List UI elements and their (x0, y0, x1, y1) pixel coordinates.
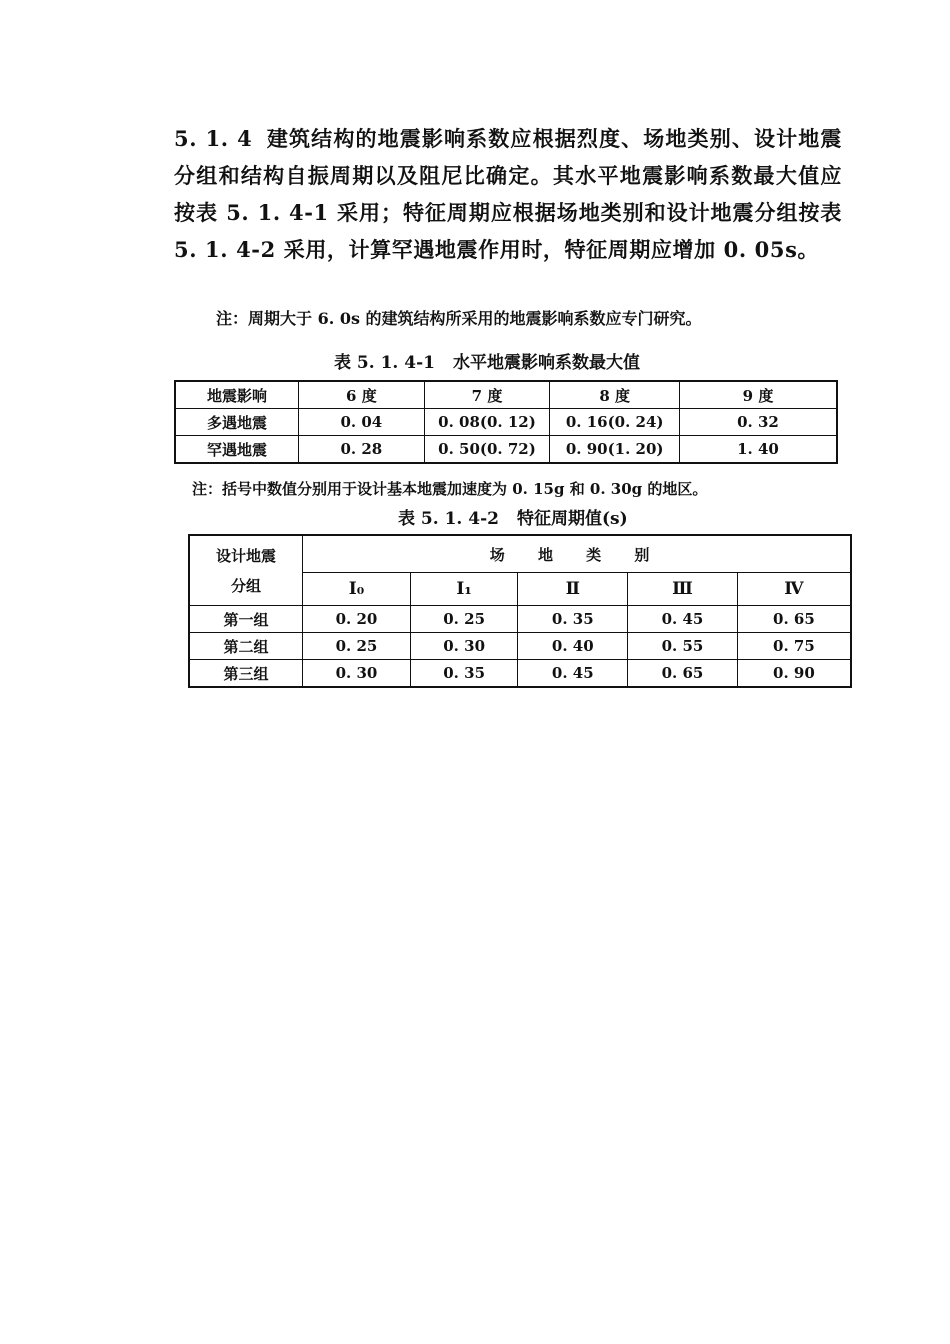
table-cell: 0. 08(0. 12) (424, 409, 550, 436)
table2-caption-number: 表 5. 1. 4-2 (398, 509, 499, 529)
seismic-coefficient-table (174, 380, 838, 464)
table-cell: 0. 45 (518, 660, 628, 688)
group-header-cell (189, 535, 303, 606)
row-label: 第三组 (189, 660, 303, 688)
characteristic-period-table (188, 534, 852, 688)
table-cell: 0. 65 (628, 660, 738, 688)
period-note: 注：周期大于 6. 0s 的建筑结构所采用的地震影响系数应专门研究。 (216, 309, 702, 328)
group-header-line1: 设计地震 (216, 546, 277, 565)
table-cell: 0. 90 (737, 660, 851, 688)
table-cell: 0. 75 (737, 633, 851, 660)
site-class-cell: Ⅰ₁ (410, 573, 518, 606)
table1-caption-number: 表 5. 1. 4-1 (334, 353, 435, 373)
group-header-line2: 分组 (231, 576, 262, 595)
table-cell: 0. 55 (628, 633, 738, 660)
table-cell: 0. 45 (628, 606, 738, 633)
header-cell: 9 度 (680, 381, 838, 409)
site-class-cell: Ⅲ (628, 573, 738, 606)
table2-caption (398, 504, 628, 529)
table-row (189, 606, 851, 633)
table-row (175, 409, 837, 436)
table-row (189, 660, 851, 688)
table-header-row (189, 535, 851, 573)
table-cell: 0. 32 (680, 409, 838, 436)
table-header-row (175, 381, 837, 409)
site-class-cell: Ⅱ (518, 573, 628, 606)
site-class-cell: Ⅳ (737, 573, 851, 606)
row-label: 罕遇地震 (175, 436, 299, 464)
table2-caption-title: 特征周期值(s) (516, 509, 628, 529)
clause-number: 5. 1. 4 (174, 126, 253, 151)
table-row (189, 633, 851, 660)
table-cell: 0. 90(1. 20) (550, 436, 680, 464)
clause-text: 建筑结构的地震影响系数应根据烈度、场地类别、设计地震分组和结构自振周期以及阻尼比确定。其水平地震影响系数最大值应按表 5. 1. 4-1 采用；特征周期应根据场地类别和设计地震分组按表 5. 1. 4-2 采用，计算罕遇地震作用时，特征周期应增加 0. 05s。 (174, 126, 842, 262)
row-label: 第一组 (189, 606, 303, 633)
row-label: 多遇地震 (175, 409, 299, 436)
clause-paragraph (174, 120, 842, 268)
table-cell: 0. 35 (410, 660, 518, 688)
table-row (175, 436, 837, 464)
table-cell: 0. 30 (303, 660, 411, 688)
site-class-cell: Ⅰ₀ (303, 573, 411, 606)
header-cell: 7 度 (424, 381, 550, 409)
table-cell: 0. 20 (303, 606, 411, 633)
table1-caption (334, 348, 640, 373)
table-cell: 0. 40 (518, 633, 628, 660)
table-cell: 0. 30 (410, 633, 518, 660)
table-cell: 0. 16(0. 24) (550, 409, 680, 436)
site-class-header: 场 地 类 别 (303, 535, 851, 573)
header-cell: 8 度 (550, 381, 680, 409)
table-cell: 0. 04 (299, 409, 425, 436)
table-cell: 0. 25 (303, 633, 411, 660)
table-cell: 0. 50(0. 72) (424, 436, 550, 464)
table-cell: 0. 35 (518, 606, 628, 633)
table1-caption-title: 水平地震影响系数最大值 (452, 353, 640, 373)
header-cell: 6 度 (299, 381, 425, 409)
row-label: 第二组 (189, 633, 303, 660)
table-cell: 0. 25 (410, 606, 518, 633)
table-cell: 1. 40 (680, 436, 838, 464)
table-cell: 0. 65 (737, 606, 851, 633)
bracket-note: 注：括号中数值分别用于设计基本地震加速度为 0. 15g 和 0. 30g 的地区。 (192, 480, 708, 498)
header-cell: 地震影响 (175, 381, 299, 409)
table-cell: 0. 28 (299, 436, 425, 464)
